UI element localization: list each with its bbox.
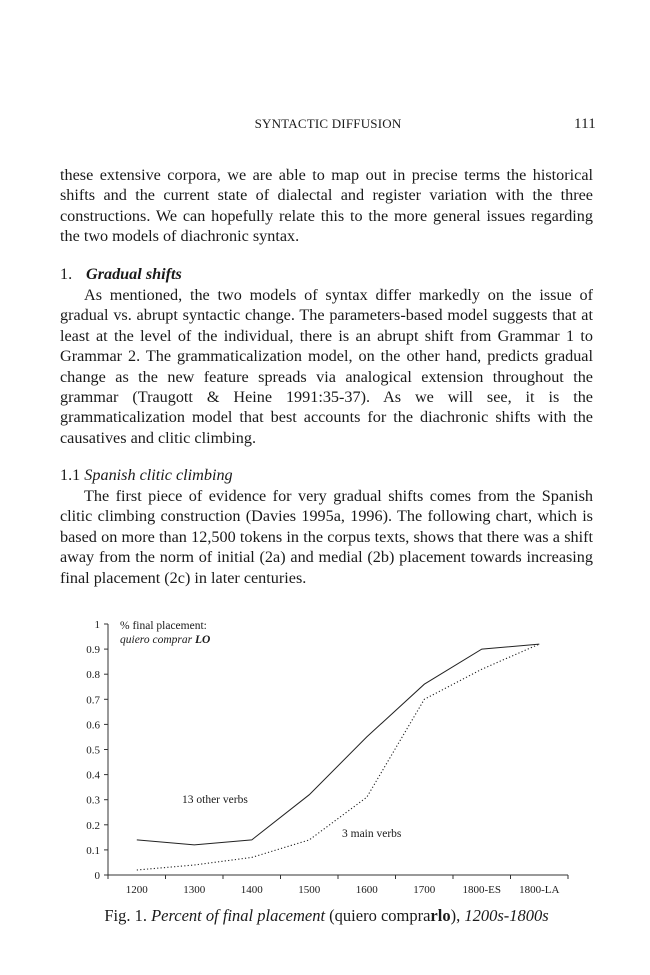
y-tick-label: 0.5	[86, 744, 100, 757]
x-tick-label: 1800-ES	[462, 884, 501, 896]
paragraph-1	[60, 165, 593, 247]
paragraph-2-text: As mentioned, the two models of syntax differ markedly on the issue of gradual vs. abrupt syntactic change. The parameters-based model suggests that at least at the level of the individual, there is an abrupt shift from Grammar 1 to Grammar 2. The grammaticalization model, on the other hand, predicts gradual change as the new feature spreads via analogical extension throughout the grammar (Traugott & Heine 1991:35-37). As we will see, it is the grammaticalization model that best accounts for the diachronic shifts with the causatives and clitic climbing.	[60, 286, 593, 447]
x-ticks	[108, 875, 568, 896]
series-line-main-verbs	[137, 644, 540, 870]
chart-subtitle-prefix: quiero comprar	[120, 634, 195, 646]
y-tick-label: 0	[94, 870, 100, 882]
y-tick-label: 0.2	[86, 819, 100, 832]
paragraph-3-text: The first piece of evidence for very gradual shifts comes from the Spanish clitic climbing construction (Davies 1995a, 1996). The following chart, which is based on more than 12,500 tokens in the corpus texts, shows that there was a shift away from the norm of initial (2a) and medial (2b) placement towards increasing final placement (2c) in later centuries.	[60, 487, 593, 587]
y-tick-label: 0.7	[86, 694, 100, 707]
page-number: 111	[574, 116, 596, 132]
caption-paren-open: (quiero compra	[325, 906, 431, 925]
figure-caption	[60, 906, 593, 926]
paragraph-3	[60, 486, 593, 588]
chart-title: % final placement:	[120, 620, 207, 632]
x-tick-label: 1200	[125, 884, 148, 896]
subsection-heading	[60, 465, 593, 485]
caption-range: 1200s-1800s	[464, 906, 549, 925]
series-group	[137, 644, 540, 870]
x-tick-label: 1300	[183, 884, 206, 896]
y-tick-label: 0.9	[86, 644, 100, 657]
caption-title: Percent of final placement	[151, 906, 326, 925]
chart-subtitle-clitic: LO	[194, 634, 211, 646]
section-heading-1	[60, 264, 593, 284]
subsection-number: 1.1	[60, 466, 81, 484]
y-tick-label: 0.8	[86, 669, 100, 682]
y-ticks	[86, 619, 108, 882]
y-tick-label: 1	[94, 619, 100, 631]
paragraph-2	[60, 285, 593, 448]
series-label-other-verbs: 13 other verbs	[182, 794, 248, 806]
section-number: 1.	[60, 265, 73, 283]
series-line-other-verbs	[137, 644, 540, 845]
y-tick-label: 0.3	[86, 794, 100, 807]
running-head-title: SYNTACTIC DIFFUSION	[254, 116, 402, 131]
caption-prefix: Fig. 1.	[104, 906, 152, 925]
caption-bold: rlo	[430, 906, 451, 925]
series-label-main-verbs: 3 main verbs	[342, 828, 402, 840]
x-tick-label: 1800-LA	[519, 884, 560, 896]
x-tick-label: 1600	[355, 884, 378, 896]
y-tick-label: 0.6	[86, 719, 100, 732]
chart-subtitle	[120, 634, 210, 646]
caption-paren-close: ),	[450, 906, 465, 925]
x-tick-label: 1400	[240, 884, 263, 896]
section-title: Gradual shifts	[86, 265, 182, 283]
y-tick-label: 0.4	[86, 769, 100, 782]
x-tick-label: 1500	[298, 884, 321, 896]
y-tick-label: 0.1	[86, 844, 100, 857]
x-tick-label: 1700	[413, 884, 436, 896]
subsection-title: Spanish clitic climbing	[84, 466, 233, 484]
clitic-climbing-chart	[60, 612, 580, 902]
paragraph-1-text: these extensive corpora, we are able to map out in precise terms the historical shifts and the current state of dialectal and register variation with the three constructions. We can hopefully relate this to the more general issues regarding the two models of diachronic syntax.	[60, 166, 593, 246]
